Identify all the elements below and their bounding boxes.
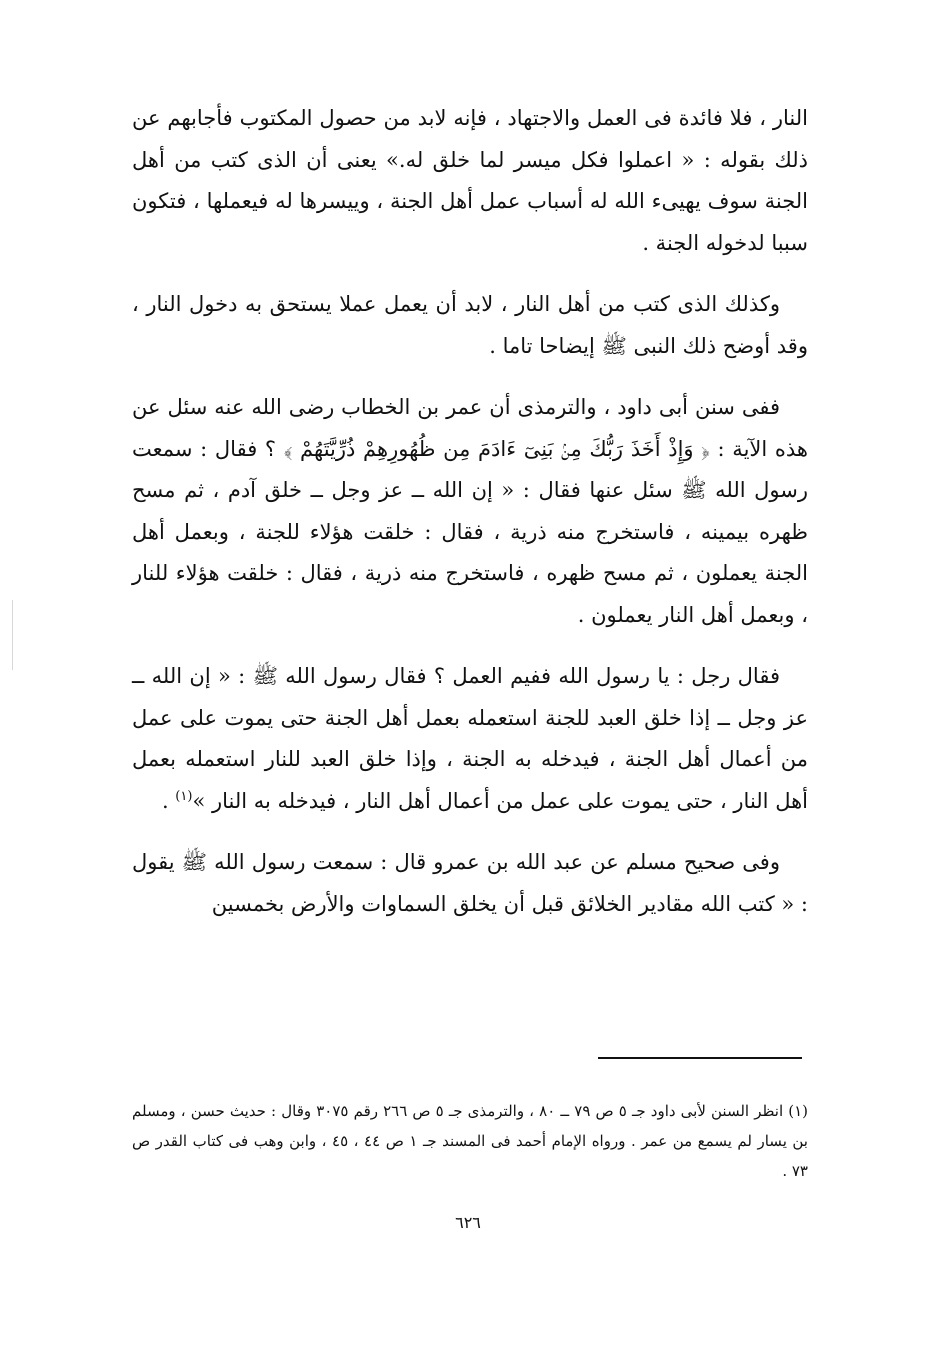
paragraph-3: ففى سنن أبى داود ، والترمذى أن عمر بن الخطاب رضى الله عنه سئل عن هذه الآية : ﴿ وَإِذْ أَخَذَ رَبُّكَ مِنۢ بَنِىٓ ءَادَمَ مِن ظُهُورِهِمْ ذُرِّيَّتَهُمْ ﴾ ؟ فقال : سمعت رسول الله ﷺ سئل عنها فقال : « إن الله ــ عز وجل ــ خلق آدم ، ثم مسح ظهره بيمينه ، فاستخرج منه ذرية ، فقال : خلقت هؤلاء للجنة ، وبعمل أهل الجنة يعملون ، ثم مسح ظهره ، فاستخرج منه ذرية ، فقال : خلقت هؤلاء للنار ، وبعمل أهل النار يعملون .	[132, 395, 808, 627]
scan-margin-mark	[12, 600, 13, 670]
paragraph-4-tail: .	[161, 788, 176, 813]
paragraph-2: وكذلك الذى كتب من أهل النار ، لابد أن يعمل عملا يستحق به دخول النار ، وقد أوضح ذلك النبى ﷺ إيضاحا تاما .	[132, 292, 808, 358]
paragraph-1: النار ، فلا فائدة فى العمل والاجتهاد ، فإنه لابد من حصول المكتوب فأجابهم عن ذلك بقوله : « اعملوا فكل ميسر لما خلق له.» يعنى أن الذى كتب من أهل الجنة سوف يهيىء الله له أسباب عمل أهل الجنة ، وييسرها له فيعملها ، فتكون سببا لدخوله الجنة .	[132, 106, 808, 255]
footnote-separator	[598, 1057, 802, 1059]
main-text	[132, 98, 808, 925]
footnote-reference[interactable]: (١)	[175, 788, 193, 804]
paragraph-5: وفى صحيح مسلم عن عبد الله بن عمرو قال : سمعت رسول الله ﷺ يقول : « كتب الله مقادير الخلائق قبل أن يخلق السماوات والأرض بخمسين	[132, 850, 808, 916]
paragraph-4-text: فقال رجل : يا رسول الله ففيم العمل ؟ فقال رسول الله ﷺ : « إن الله ــ عز وجل ــ إذا خلق العبد للجنة استعمله بعمل أهل الجنة حتى يموت على عمل من أعمال أهل الجنة ، فيدخله به الجنة ، وإذا خلق العبد للنار استعمله بعمل أهل النار ، حتى يموت على عمل من أعمال أهل النار ، فيدخله به النار »	[132, 664, 808, 813]
paragraph-4	[132, 656, 808, 822]
page-number: ٦٢٦	[455, 1213, 481, 1232]
footnote: (١) انظر السنن لأبى داود جـ ٥ ص ٧٩ ــ ٨٠ ، والترمذى جـ ٥ ص ٢٦٦ رقم ٣٠٧٥ وقال : حديث حسن ، ومسلم بن يسار لم يسمع من عمر . ورواه الإمام أحمد فى المسند جـ ١ ص ٤٤ ، ٤٥ ، وابن وهب فى كتاب القدر ص ٧٣ .	[132, 1102, 809, 1180]
